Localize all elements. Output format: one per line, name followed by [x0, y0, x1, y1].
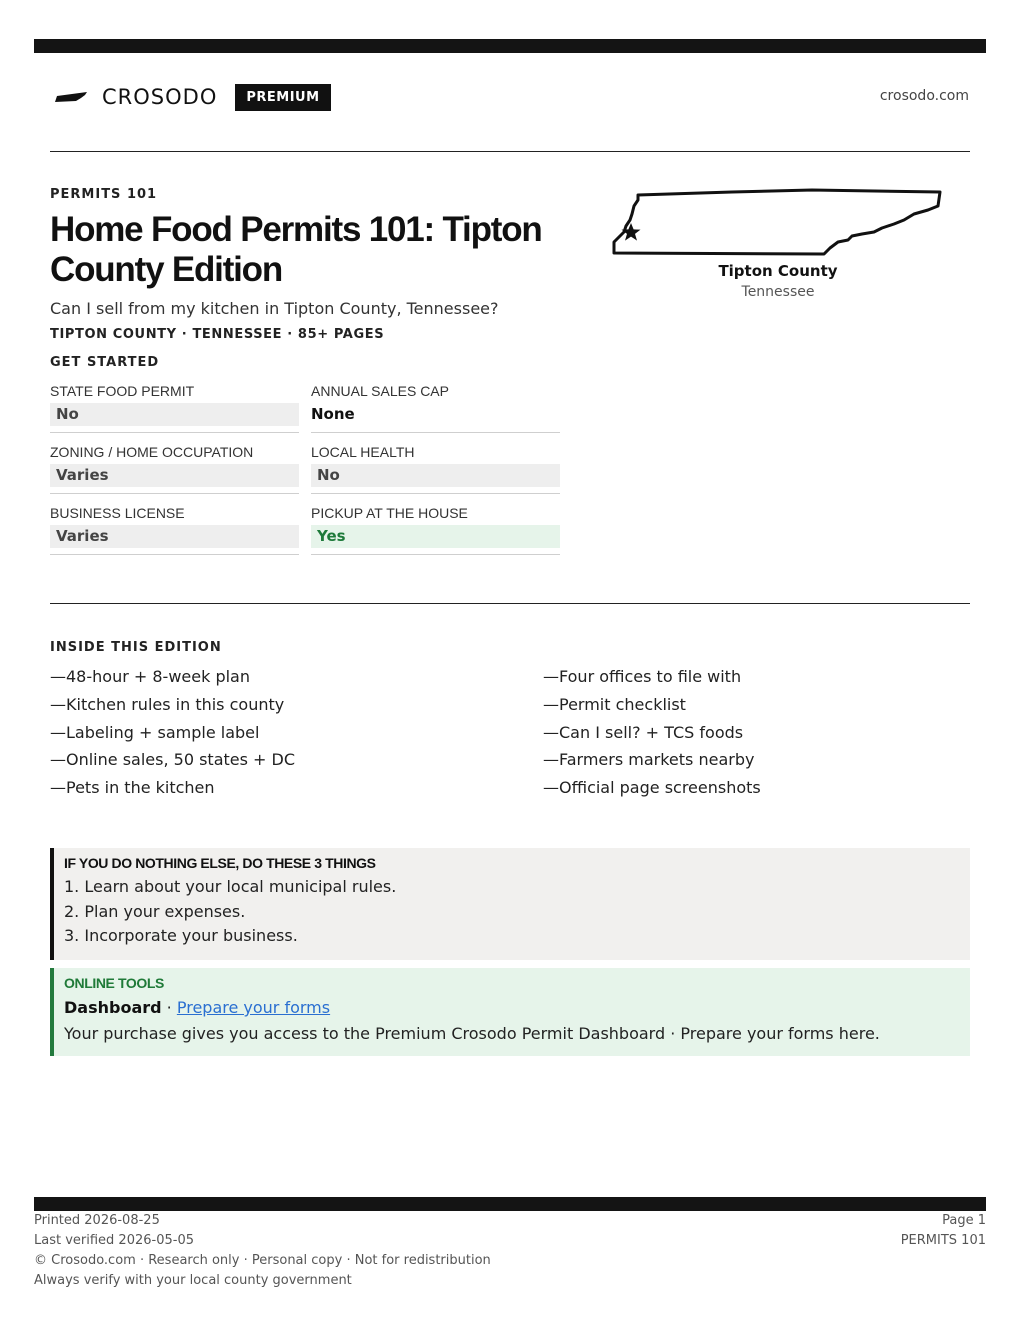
map-county-label: Tipton County: [718, 262, 838, 280]
fact-label: ZONING / HOME OCCUPATION: [50, 444, 254, 460]
tennessee-map: [612, 186, 948, 266]
fact-value: Yes: [311, 525, 560, 548]
premium-badge: PREMIUM: [235, 84, 330, 111]
fact-state-food-permit: [50, 382, 299, 443]
step-item: 1. Learn about your local municipal rules.: [64, 877, 397, 896]
fact-divider: [50, 554, 299, 555]
tennessee-silhouette-icon: [54, 90, 88, 104]
fact-local-health: [311, 443, 560, 504]
list-item: —Official page screenshots: [543, 778, 761, 798]
map-state-label: Tennessee: [741, 284, 815, 300]
list-item: —Pets in the kitchen: [50, 778, 215, 798]
fact-zoning: [50, 443, 299, 504]
fact-value: Varies: [50, 525, 299, 548]
footer-section-name: PERMITS 101: [900, 1233, 986, 1248]
online-tools-description: Your purchase gives you access to the Premium Crosodo Permit Dashboard · Prepare your forms here.: [64, 1024, 880, 1043]
footer-left: [34, 1211, 491, 1291]
fact-grid: [50, 382, 559, 565]
fact-annual-sales-cap: [311, 382, 560, 443]
step-item: 2. Plan your expenses.: [64, 901, 246, 921]
dashboard-label: Dashboard: [64, 998, 162, 1017]
get-started-heading: GET STARTED: [50, 355, 160, 370]
fact-label: STATE FOOD PERMIT: [50, 383, 195, 399]
fact-label: BUSINESS LICENSE: [50, 505, 185, 521]
must-do-heading: IF YOU DO NOTHING ELSE, DO THESE 3 THINGS: [64, 855, 376, 871]
county-location-star-icon: [620, 222, 642, 246]
list-item: —Four offices to file with: [543, 667, 742, 686]
site-url[interactable]: crosodo.com: [879, 88, 969, 104]
list-item: —Can I sell? + TCS foods: [543, 722, 744, 742]
list-item: —Online sales, 50 states + DC: [50, 750, 296, 770]
inside-list: [50, 664, 970, 803]
must-do-steps: [64, 875, 960, 949]
footer-right: [901, 1211, 986, 1251]
section-divider: [50, 603, 970, 604]
list-item: —Labeling + sample label: [50, 722, 260, 742]
fact-divider: [311, 432, 560, 433]
online-tools-callout: [50, 968, 970, 1056]
must-do-callout: [50, 848, 970, 960]
online-tools-links: [64, 995, 960, 1021]
fact-divider: [50, 432, 299, 433]
brand[interactable]: [54, 82, 331, 112]
fact-value: No: [50, 403, 299, 426]
step-item: 3. Incorporate your business.: [64, 926, 298, 945]
list-item: —Permit checklist: [543, 694, 686, 714]
page-number: Page 1: [942, 1213, 986, 1228]
verify-disclaimer: Always verify with your local county government: [34, 1273, 352, 1288]
top-rule-bar: [34, 39, 986, 53]
prepare-forms-link[interactable]: Prepare your forms: [176, 998, 331, 1017]
section-kicker: PERMITS 101: [50, 187, 158, 202]
separator: ·: [161, 998, 177, 1017]
edition-meta: TIPTON COUNTY · TENNESSEE · 85+ PAGES: [50, 327, 385, 342]
fact-label: ANNUAL SALES CAP: [311, 383, 449, 399]
fact-label: LOCAL HEALTH: [311, 444, 415, 460]
list-item: —Farmers markets nearby: [543, 750, 755, 770]
fact-pickup: [311, 504, 560, 565]
page-subtitle: Can I sell from my kitchen in Tipton County, Tennessee?: [50, 299, 499, 318]
brand-name: CROSODO: [102, 85, 218, 109]
fact-divider: [50, 493, 299, 494]
fact-divider: [311, 554, 560, 555]
fact-value: Varies: [50, 464, 299, 487]
list-item: —48-hour + 8-week plan: [50, 667, 250, 686]
inside-heading: INSIDE THIS EDITION: [50, 640, 222, 655]
copyright-notice: © Crosodo.com · Research only · Personal copy · Not for redistribution: [34, 1253, 491, 1268]
footer-rule-bar: [34, 1197, 986, 1211]
list-item: —Kitchen rules in this county: [50, 694, 285, 714]
online-tools-heading: ONLINE TOOLS: [64, 975, 164, 991]
fact-business-license: [50, 504, 299, 565]
header-divider: [50, 151, 970, 152]
verified-date: Last verified 2026-05-05: [34, 1233, 194, 1248]
printed-date: Printed 2026-08-25: [34, 1213, 160, 1228]
fact-label: PICKUP AT THE HOUSE: [311, 505, 468, 521]
page-title: Home Food Permits 101: Tipton County Edition: [50, 210, 542, 289]
fact-value: None: [311, 405, 355, 423]
fact-value: No: [311, 464, 560, 487]
fact-divider: [311, 493, 560, 494]
